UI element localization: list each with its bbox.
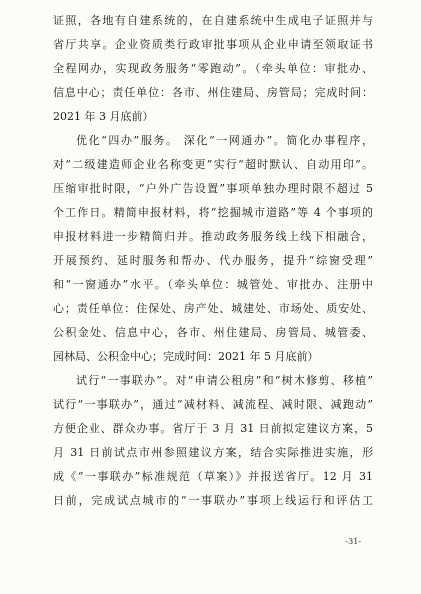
text-line: 省厅共享。企业资质类行政审批事项从企业申请至领取证书 — [53, 38, 373, 51]
text-line: 2021 年 3 月底前） — [53, 110, 154, 123]
text-line: 月 31 日前试点市州参照建议方案，结合实际推进实施，形 — [53, 446, 373, 459]
text-line: 个工作日。精简申报材料，将“挖掘城市道路”等 4 个事项的 — [53, 206, 373, 219]
text-line: 全程网办，实现政务服务“零跑动”。（牵头单位：审批办、 — [53, 62, 373, 75]
text-line: 心；责任单位：住保处、房产处、城建处、市场处、质安处、 — [53, 302, 373, 315]
text-line: 申报材料进一步精简归并。推动政务服务线上线下相融合， — [53, 230, 373, 243]
text-line: 压缩审批时限，“户外广告设置”事项单独办理时限不超过 5 — [53, 182, 373, 195]
text-line: 和“一窗通办”水平。（牵头单位：城管处、审批办、注册中 — [53, 278, 373, 291]
text-line: 试行“一事联办”，通过“减材料、减流程、减时限、减跑动” — [53, 398, 373, 411]
text-line: 开展预约、延时服务和帮办、代办服务，提升“综窗受理” — [53, 254, 373, 267]
text-line: 成《“一事联办”标准规范（草案）》并报送省厅。12 月 31 — [53, 470, 373, 483]
text-line: 公积金处、信息中心，各市、州住建局、房管局、城管委、 — [53, 326, 373, 339]
paragraph-start-line: 优化“四办”服务。 深化“一网通办”。简化办事程序， — [76, 134, 373, 147]
text-line: 对“二级建造师企业名称变更”实行“超时默认、自动用印”。 — [53, 158, 373, 171]
text-line: 证照，各地有自建系统的，在自建系统中生成电子证照并与 — [53, 14, 373, 27]
paragraph-start-line: 试行“一事联办”。对“申请公租房”和“树木修剪、移植” — [76, 374, 373, 387]
text-line: 日前，完成试点城市的“一事联办”事项上线运行和评估工 — [53, 494, 373, 507]
text-line: 信息中心；责任单位：各市、州住建局、房管局；完成时间： — [53, 86, 373, 99]
text-line: 方便企业、群众办事。省厅于 3 月 31 日前拟定建议方案，5 — [53, 422, 373, 435]
text-line: 园林局、公积金中心；完成时间：2021 年 5 月底前） — [53, 350, 319, 363]
page-number: -31- — [345, 537, 361, 546]
